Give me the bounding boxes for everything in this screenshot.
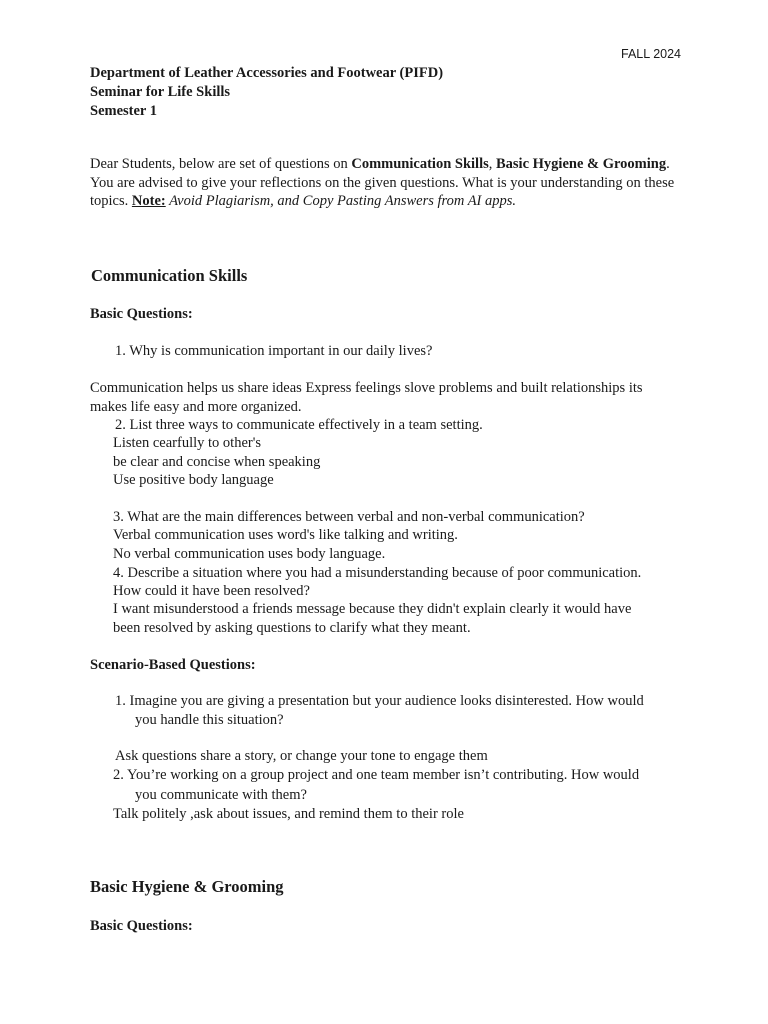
scenario-2-line-1: 2. You’re working on a group project and one team member isn’t contributing. How would	[113, 767, 640, 783]
scenario-1-answer: Ask questions share a story, or change your tone to engage them	[115, 748, 488, 764]
intro-hygiene-grooming: Basic Hygiene & Grooming	[495, 156, 667, 172]
answer-2-item-3: Use positive body language	[113, 472, 274, 488]
scenario-2-answer: Talk politely ,ask about issues, and remind them to their role	[113, 806, 464, 822]
semester-title: Semester 1	[90, 103, 157, 119]
answer-2-item-1: Listen cearfully to other's	[113, 435, 261, 451]
answer-3-line-1: Verbal communication uses word's like talking and writing.	[113, 527, 458, 543]
seminar-title: Seminar for Life Skills	[90, 84, 231, 100]
question-3: 3. What are the main differences between verbal and non-verbal communication?	[113, 509, 585, 525]
question-2: 2. List three ways to communicate effectively in a team setting.	[115, 417, 483, 433]
intro-text-1: Dear Students, below are set of questions on	[90, 156, 352, 172]
scenario-1-line-2: you handle this situation?	[135, 712, 284, 728]
answer-1-line-1: Communication helps us share ideas Express feelings slove problems and built relationships its	[90, 380, 643, 396]
question-4-line-2: How could it have been resolved?	[113, 583, 310, 599]
answer-2-item-2: be clear and concise when speaking	[113, 454, 321, 470]
scenario-2-line-2: you communicate with them?	[135, 787, 307, 803]
answer-1-line-2: makes life easy and more organized.	[90, 399, 302, 415]
section-title-hygiene: Basic Hygiene & Grooming	[90, 877, 284, 896]
semester-tag: FALL 2024	[621, 47, 682, 61]
answer-3-line-2: No verbal communication uses body language.	[113, 546, 386, 562]
answer-4-line-1: I want misunderstood a friends message because they didn't explain clearly it would have	[113, 601, 632, 617]
intro-text-2: ,	[488, 156, 496, 172]
department-title: Department of Leather Accessories and Footwear (PIFD)	[90, 65, 444, 81]
intro-paragraph	[90, 155, 690, 211]
question-1: 1. Why is communication important in our daily lives?	[115, 343, 433, 359]
answer-4-line-2: been resolved by asking questions to clarify what they meant.	[113, 620, 471, 636]
section-title-communication: Communication Skills	[91, 266, 248, 285]
scenario-1-line-1: 1. Imagine you are giving a presentation but your audience looks disinterested. How would	[115, 693, 644, 709]
intro-text-3: . You are advised to give your reflections on the given questions. What is your understanding on these topics.	[90, 156, 675, 209]
basic-questions-heading-2: Basic Questions:	[90, 918, 193, 934]
note-text: Avoid Plagiarism, and Copy Pasting Answers from AI apps.	[165, 193, 517, 209]
intro-communication-skills: Communication Skills	[351, 156, 489, 172]
basic-questions-heading: Basic Questions:	[90, 306, 193, 322]
note-label: Note:	[131, 193, 166, 209]
scenario-questions-heading: Scenario-Based Questions:	[90, 657, 256, 673]
question-4-line-1: 4. Describe a situation where you had a misunderstanding because of poor communication.	[113, 565, 642, 581]
